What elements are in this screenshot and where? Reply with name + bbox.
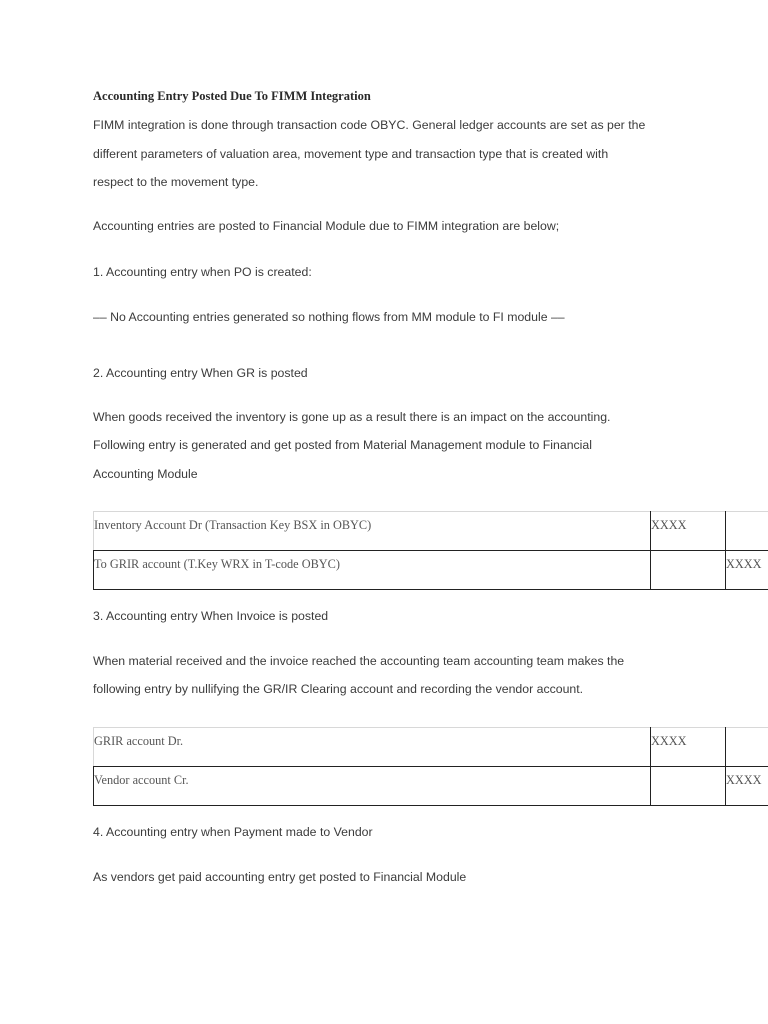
credit-cell (726, 512, 768, 551)
gr-entry-table (93, 511, 768, 590)
section-3-title: 3. Accounting entry When Invoice is posted (93, 609, 329, 623)
credit-cell (726, 728, 768, 767)
table-row (94, 728, 768, 767)
intro-line-1: FIMM integration is done through transaction code OBYC. General ledger accounts are set as per the (93, 118, 646, 132)
section-1-note: –– No Accounting entries generated so nothing flows from MM module to FI module –– (93, 310, 565, 324)
account-cell: Inventory Account Dr (Transaction Key BSX in OBYC) (94, 512, 651, 551)
section-4-title: 4. Accounting entry when Payment made to Vendor (93, 825, 373, 839)
section-2-title: 2. Accounting entry When GR is posted (93, 366, 308, 380)
section-4-line: As vendors get paid accounting entry get posted to Financial Module (93, 870, 467, 884)
debit-cell (651, 551, 726, 590)
invoice-entry-table (93, 727, 768, 806)
section-3-line-2: following entry by nullifying the GR/IR Clearing account and recording the vendor account. (93, 682, 584, 696)
credit-cell: XXXX (726, 767, 768, 806)
credit-cell: XXXX (726, 551, 768, 590)
section-2-line-1: When goods received the inventory is gone up as a result there is an impact on the accounting. (93, 410, 611, 424)
section-1-title: 1. Accounting entry when PO is created: (93, 265, 312, 279)
document-heading: Accounting Entry Posted Due To FIMM Integration (93, 89, 371, 103)
section-2-line-2: Following entry is generated and get posted from Material Management module to Financial (93, 438, 592, 452)
section-2-line-3: Accounting Module (93, 467, 198, 481)
debit-cell: XXXX (651, 728, 726, 767)
intro-line-2: different parameters of valuation area, movement type and transaction type that is created with (93, 147, 609, 161)
table-row (94, 512, 768, 551)
account-cell: Vendor account Cr. (94, 767, 651, 806)
intro-line-3: respect to the movement type. (93, 175, 259, 189)
debit-cell (651, 767, 726, 806)
debit-cell: XXXX (651, 512, 726, 551)
table-row (94, 767, 768, 806)
summary-paragraph: Accounting entries are posted to Financial Module due to FIMM integration are below; (93, 219, 560, 233)
account-cell: GRIR account Dr. (94, 728, 651, 767)
section-3-line-1: When material received and the invoice reached the accounting team accounting team makes the (93, 654, 625, 668)
table-row (94, 551, 768, 590)
account-cell: To GRIR account (T.Key WRX in T-code OBYC) (94, 551, 651, 590)
